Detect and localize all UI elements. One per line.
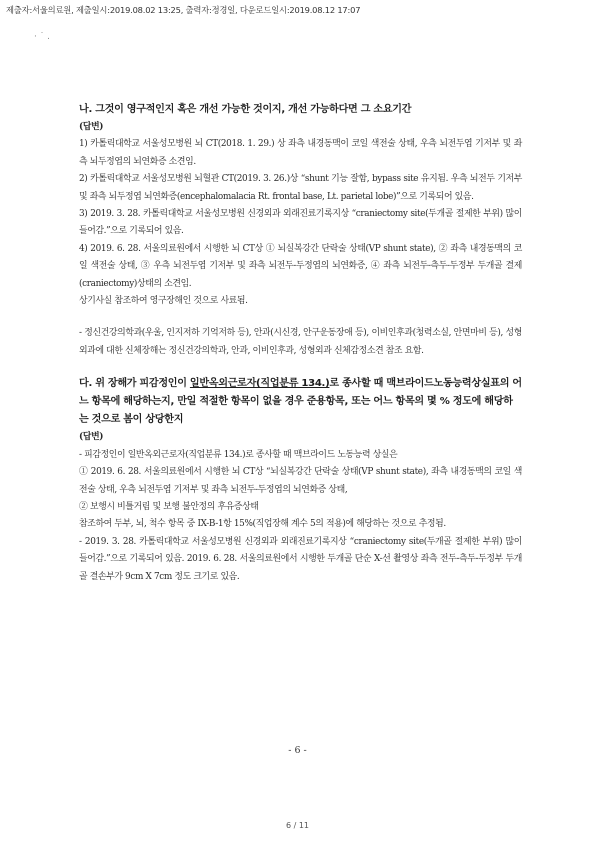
section-na-item-1: 1) 카톨릭대학교 서울성모병원 뇌 CT(2018. 1. 29.) 상 좌측 내경동맥이 코일 색전술 상태, 우측 뇌전두엽 기저부 및 좌측 뇌두정엽의 뇌연화증 소견임.: [79, 139, 522, 167]
section-da-question-pre: 다. 위 장해가 피감정인이: [79, 378, 190, 390]
section-na-conclusion: 상기사실 참조하여 영구장해인 것으로 사료됨.: [79, 296, 248, 307]
document-header-meta: 제출자:서울의료원, 제출일시:2019.08.02 13:25, 출력자:정경일, 다운로드일시:2019.08.12 17:07: [6, 5, 361, 15]
section-da-item-5: - 2019. 3. 28. 카톨릭대학교 서울성모병원 신경외과 외래진료기록지상 “craniectomy site(두개골 절제한 부위) 많이 들어감.”으로 기록되어 있음. 2019. 6. 28. 서울의료원에서 시행한 두개골 단순 X-선 촬영상 좌측 전두-측두-두정부 두개골 결손부가 9cm X 7cm 정도 크기로 있음.: [79, 536, 522, 582]
scan-marks: · ˙ .: [34, 32, 50, 42]
section-da-item-2: ① 2019. 6. 28. 서울의료원에서 시행한 뇌 CT상 “뇌실복강간 단락술 상태(VP shunt state), 좌측 내경동맥의 코일 색전술 상태, 우측 뇌전두엽 기저부 및 좌측 뇌전두-두정엽의 뇌연화증 상태,: [79, 467, 522, 495]
section-na-note: - 정신건강의학과(우울, 인지저하 기억저하 등), 안과(시신경, 안구운동장애 등), 이비인후과(청력소실, 안면마비 등), 성형외과에 대한 신체장해는 정신건강의학과, 안과, 이비인후과, 성형외과 신체감정소견 참조 요함.: [79, 328, 522, 356]
section-da-answer-label: (답변): [79, 432, 104, 443]
section-na-answer-label: (답변): [79, 122, 104, 132]
section-da-item-1: - 피감정인이 일반옥외근로자(직업분류 134.)로 종사할 때 맥브라이드 노동능력 상실은: [79, 449, 398, 460]
section-da-question-post: 로 종사할 때 맥브라이드노동능력상실표의 어느 항목에 해당하는지, 만일 적절한 항목이 없을 경우 준용항목, 또는 어느 항목의 몇 % 정도에 해당하는 것으로 봄이 상당한지: [79, 378, 522, 426]
document-body: [79, 101, 522, 586]
section-na-item-2: 2) 카톨릭대학교 서울성모병원 뇌혈관 CT(2019. 3. 26.)상 “shunt 기능 잘함, bypass site 유지됨. 우측 뇌전두 기저부 및 좌측 뇌두정엽 뇌연화증(encephalomalacia Rt. frontal base, Lt. parietal lobe)”으로 기록되어 있음.: [79, 174, 522, 202]
page-footer: 6 / 11: [285, 821, 310, 830]
section-na-item-4: 4) 2019. 6. 28. 서울의료원에서 시행한 뇌 CT상 ① 뇌실복강간 단락술 상태(VP shunt state), ② 좌측 내경동맥의 코일 색전술 상태, ③ 우측 뇌전두엽 기저부 및 좌측 뇌전두-두정엽의 뇌연화증, ④ 좌측 뇌전두-측두-두정부 두개골 결제(craniectomy)상태의 소견임.: [79, 243, 522, 289]
section-na-question: 나. 그것이 영구적인지 혹은 개선 가능한 것이지, 개선 가능하다면 그 소요기간: [79, 104, 412, 115]
page-number: - 6 -: [288, 745, 307, 756]
section-da-item-4: 참조하여 두부, 뇌, 척수 항목 중 IX-B-1항 15%(직업장해 계수 5의 적용)에 해당하는 것으로 추정됨.: [79, 519, 446, 530]
section-na-item-3: 3) 2019. 3. 28. 카톨릭대학교 서울성모병원 신경외과 외래진료기록지상 “craniectomy site(두개골 절제한 부위) 많이 들어감.”으로 기록되어 있음.: [79, 209, 522, 237]
section-da-question: [79, 375, 522, 429]
section-da-question-underlined: 일반옥외근로자(직업분류 134.): [189, 378, 330, 390]
section-da-item-3: ② 보행시 비틀거림 및 보행 불안정의 후유증상태: [79, 501, 259, 512]
